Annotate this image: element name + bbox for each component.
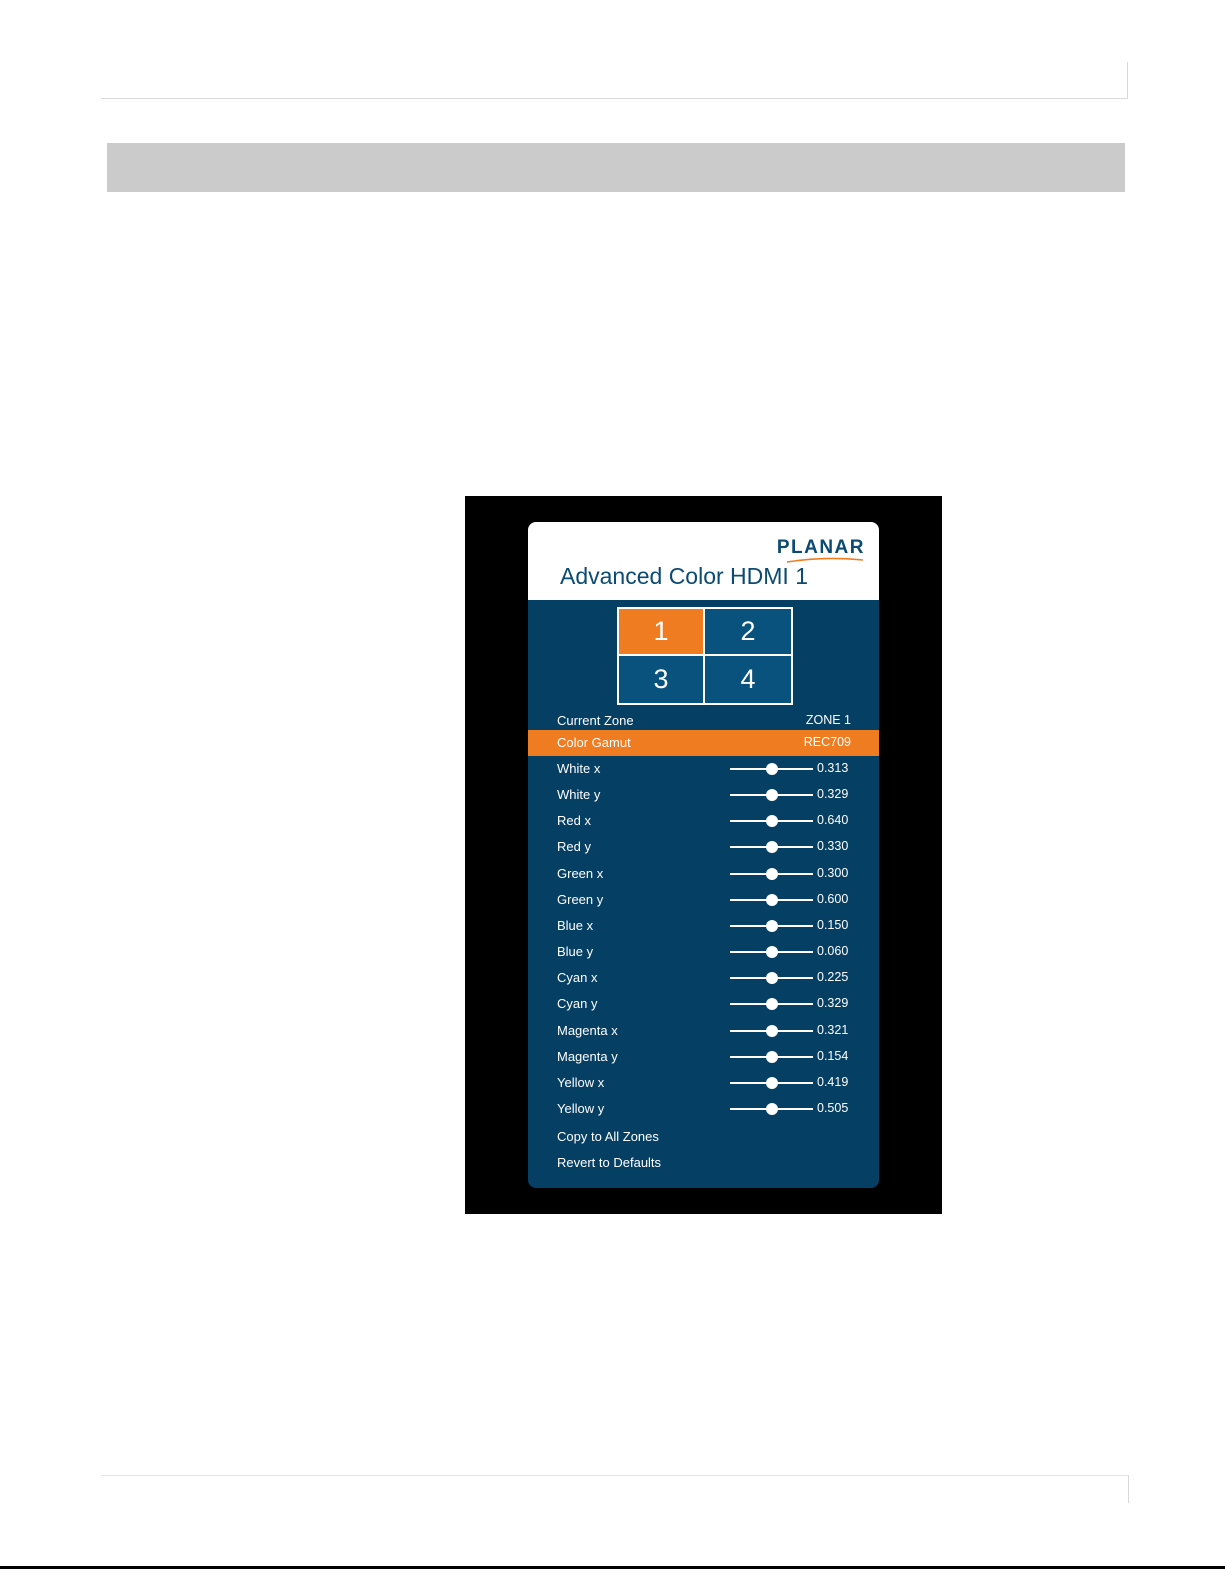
slider-value: 0.640 — [817, 813, 849, 828]
zone-1-cell[interactable]: 1 — [619, 609, 705, 656]
slider-thumb[interactable] — [766, 998, 778, 1010]
slider-row-red-y[interactable] — [528, 834, 879, 860]
footer-rule — [101, 1475, 1128, 1476]
slider-label: Cyan x — [557, 970, 598, 986]
slider-thumb[interactable] — [766, 972, 778, 984]
slider-row-blue-x[interactable] — [528, 913, 879, 939]
zone-selector — [617, 607, 793, 705]
slider-thumb[interactable] — [766, 1025, 778, 1037]
color-gamut-row[interactable] — [528, 730, 879, 756]
slider-thumb[interactable] — [766, 763, 778, 775]
slider-thumb[interactable] — [766, 868, 778, 880]
slider-row-cyan-y[interactable] — [528, 991, 879, 1017]
current-zone-value: ZONE 1 — [805, 713, 851, 727]
zone-2-cell[interactable]: 2 — [705, 609, 791, 656]
color-gamut-label: Color Gamut — [557, 735, 631, 750]
section-band — [107, 143, 1125, 192]
slider-label: White x — [557, 761, 601, 776]
header-rule — [101, 98, 1128, 99]
slider-thumb[interactable] — [766, 815, 778, 827]
slider-label: Blue x — [557, 917, 594, 933]
slider-value: 0.154 — [817, 1048, 849, 1063]
zone-3-cell[interactable]: 3 — [619, 656, 705, 703]
slider-row-green-x[interactable] — [528, 861, 879, 887]
slider-value: 0.505 — [817, 1100, 849, 1115]
slider-thumb[interactable] — [766, 1103, 778, 1115]
color-gamut-value: REC709 — [803, 735, 851, 749]
slider-thumb[interactable] — [766, 1051, 778, 1063]
slider-label: Red x — [557, 813, 591, 829]
slider-row-red-x[interactable] — [528, 808, 879, 834]
slider-label: Magenta y — [557, 1048, 618, 1064]
slider-value: 0.225 — [817, 970, 849, 985]
slider-thumb[interactable] — [766, 894, 778, 906]
osd-menu — [528, 522, 879, 1188]
slider-value: 0.150 — [817, 917, 849, 932]
footer-tick — [1128, 1475, 1129, 1503]
slider-value: 0.313 — [817, 761, 849, 775]
slider-label: White y — [557, 787, 601, 803]
slider-thumb[interactable] — [766, 920, 778, 932]
slider-label: Red y — [557, 839, 591, 855]
slider-value: 0.330 — [817, 839, 849, 854]
slider-value: 0.329 — [817, 996, 849, 1011]
slider-value: 0.419 — [817, 1074, 849, 1089]
slider-row-yellow-y[interactable] — [528, 1096, 879, 1122]
copy-to-all-zones-item[interactable] — [528, 1124, 879, 1150]
revert-to-defaults-label: Revert to Defaults — [557, 1155, 662, 1170]
current-zone-label: Current Zone — [557, 713, 634, 728]
osd-screenshot — [465, 496, 942, 1214]
slider-value: 0.321 — [817, 1022, 849, 1037]
slider-thumb[interactable] — [766, 946, 778, 958]
slider-row-green-y[interactable] — [528, 887, 879, 913]
slider-label: Green x — [557, 865, 604, 881]
slider-row-cyan-x[interactable] — [528, 965, 879, 991]
slider-value: 0.060 — [817, 944, 849, 959]
slider-label: Cyan y — [557, 996, 598, 1012]
osd-title: Advanced Color HDMI 1 — [560, 563, 808, 589]
page-edge — [0, 1566, 1225, 1569]
slider-label: Magenta x — [557, 1022, 618, 1038]
slider-label: Yellow y — [557, 1100, 605, 1116]
slider-thumb[interactable] — [766, 1077, 778, 1089]
slider-label: Green y — [557, 891, 604, 907]
slider-row-yellow-x[interactable] — [528, 1070, 879, 1096]
slider-thumb[interactable] — [766, 841, 778, 853]
slider-row-magenta-y[interactable] — [528, 1044, 879, 1070]
slider-thumb[interactable] — [766, 789, 778, 801]
copy-to-all-zones-label: Copy to All Zones — [557, 1129, 659, 1144]
slider-row-blue-y[interactable] — [528, 939, 879, 965]
osd-header — [528, 522, 879, 600]
slider-value: 0.300 — [817, 865, 849, 880]
slider-row-white-x[interactable] — [528, 756, 879, 782]
revert-to-defaults-item[interactable] — [528, 1150, 879, 1176]
slider-label: Blue y — [557, 944, 594, 960]
slider-row-white-y[interactable] — [528, 782, 879, 808]
zone-4-cell[interactable]: 4 — [705, 656, 791, 703]
header-tick — [1127, 62, 1128, 98]
slider-value: 0.329 — [817, 787, 849, 802]
slider-label: Yellow x — [557, 1074, 605, 1090]
slider-value: 0.600 — [817, 891, 849, 906]
planar-logo: PLANAR — [776, 537, 865, 558]
slider-row-magenta-x[interactable] — [528, 1018, 879, 1044]
